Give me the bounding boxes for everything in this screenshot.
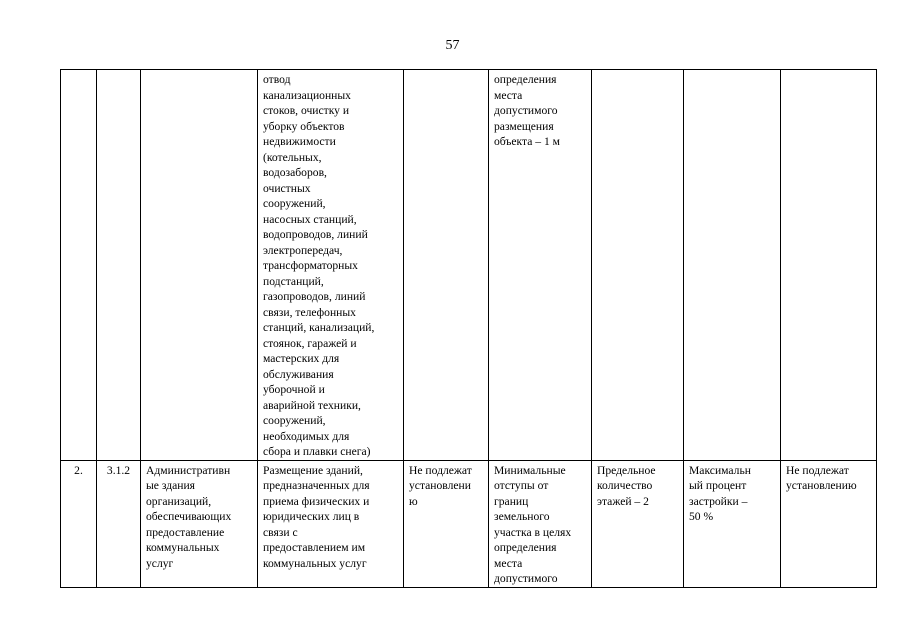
cell-text-line: коммунальных <box>146 541 220 554</box>
page-number: 57 <box>445 38 460 53</box>
cell-text-line: водозаборов, <box>263 166 327 179</box>
cell-text-line: услуг <box>146 556 174 570</box>
cell-text-line: этажей – 2 <box>597 494 649 508</box>
zoning-table <box>60 69 877 588</box>
cell-text-line: недвижимости <box>263 135 336 148</box>
cell-min-setbacks <box>489 70 592 461</box>
cell-text-line: коммунальных услуг <box>263 556 367 570</box>
cell-text-line: юридических лиц в <box>263 510 360 523</box>
cell-text-line: станций, канализаций, <box>263 321 375 334</box>
cell-text-line: Размещение зданий, <box>263 463 363 477</box>
cell-text-line: связи с <box>263 525 298 539</box>
cell-text-line: предоставлением им <box>263 541 366 554</box>
cell-text-line: стоков, очистку и <box>263 104 350 117</box>
cell-text-line: отвод <box>263 73 291 86</box>
cell-text-line: Не подлежат <box>786 463 849 477</box>
cell-code <box>97 70 141 461</box>
table-row <box>61 70 877 461</box>
cell-text-line: определения <box>494 541 557 554</box>
cell-text-line: допустимого <box>494 572 558 585</box>
cell-max-floors <box>592 460 684 587</box>
cell-row-number <box>61 70 97 461</box>
cell-text-line: места <box>494 88 523 102</box>
cell-text-line: застройки – <box>689 494 748 508</box>
cell-text-line: связи, телефонных <box>263 305 356 319</box>
cell-text-line: места <box>494 556 523 570</box>
cell-use-description <box>258 70 404 461</box>
cell-text-line: аварийной техники, <box>263 398 361 412</box>
cell-text-line: допустимого <box>494 104 558 117</box>
cell-text-line: сооружений, <box>263 414 326 427</box>
cell-text-line: сбора и плавки снега) <box>263 445 371 458</box>
cell-text-line: Административн <box>146 463 231 477</box>
cell-text-line: приема физических и <box>263 494 370 508</box>
cell-text-line: ю <box>409 494 418 508</box>
cell-text-line: отступы от <box>494 479 549 492</box>
cell-max-floors <box>592 70 684 461</box>
cell-text-line: количество <box>597 479 653 492</box>
cell-text-line: объекта – 1 м <box>494 135 561 148</box>
cell-use-type-name <box>141 70 258 461</box>
cell-text-line: ые здания <box>146 479 195 492</box>
cell-text-line: канализационных <box>263 88 351 102</box>
cell-text-line: размещения <box>494 119 554 133</box>
cell-plot-size-limits <box>404 70 489 461</box>
cell-text-line: определения <box>494 73 557 86</box>
cell-text-line: насосных станций, <box>263 212 357 226</box>
cell-text-line: водопроводов, линий <box>263 228 368 241</box>
cell-text-line: сооружений, <box>263 197 326 210</box>
cell-text-line: Максимальн <box>689 463 751 477</box>
cell-text-line: газопроводов, линий <box>263 290 366 303</box>
cell-text-line: (котельных, <box>263 150 322 164</box>
cell-text-line: установлению <box>786 479 857 492</box>
cell-text-line: 3.1.2 <box>106 463 131 477</box>
cell-max-coverage <box>684 70 781 461</box>
cell-text-line: подстанций, <box>263 274 324 288</box>
cell-text-line: земельного <box>494 510 550 523</box>
cell-text-line: электропередач, <box>263 243 343 257</box>
cell-text-line: участка в целях <box>494 525 572 539</box>
cell-text-line: 2. <box>74 463 83 477</box>
cell-text-line: предназначенных для <box>263 479 370 492</box>
cell-text-line: мастерских для <box>263 352 340 365</box>
cell-text-line: организаций, <box>146 494 212 508</box>
cell-text-line: уборочной и <box>263 383 325 396</box>
cell-text-line: очистных <box>263 181 311 195</box>
cell-text-line: ый процент <box>689 479 747 492</box>
table-row <box>61 460 877 587</box>
cell-code <box>97 460 141 587</box>
cell-text-line: трансформаторных <box>263 259 358 272</box>
cell-text-line: обеспечивающих <box>146 510 232 523</box>
cell-plot-size-limits <box>404 460 489 587</box>
cell-text-line: необходимых для <box>263 429 350 443</box>
cell-max-coverage <box>684 460 781 587</box>
cell-other-params <box>781 70 877 461</box>
cell-text-line: Минимальные <box>494 463 566 477</box>
cell-text-line: стоянок, гаражей и <box>263 336 357 350</box>
cell-text-line: 50 % <box>689 510 714 523</box>
cell-text-line: уборку объектов <box>263 119 345 133</box>
cell-text-line: обслуживания <box>263 367 334 381</box>
cell-min-setbacks <box>489 460 592 587</box>
cell-other-params <box>781 460 877 587</box>
cell-text-line: границ <box>494 494 529 508</box>
cell-use-description <box>258 460 404 587</box>
cell-text-line: Предельное <box>597 463 656 477</box>
cell-use-type-name <box>141 460 258 587</box>
cell-text-line: предоставление <box>146 525 225 539</box>
cell-row-number <box>61 460 97 587</box>
cell-text-line: Не подлежат <box>409 463 472 477</box>
cell-text-line: установлени <box>409 479 471 492</box>
